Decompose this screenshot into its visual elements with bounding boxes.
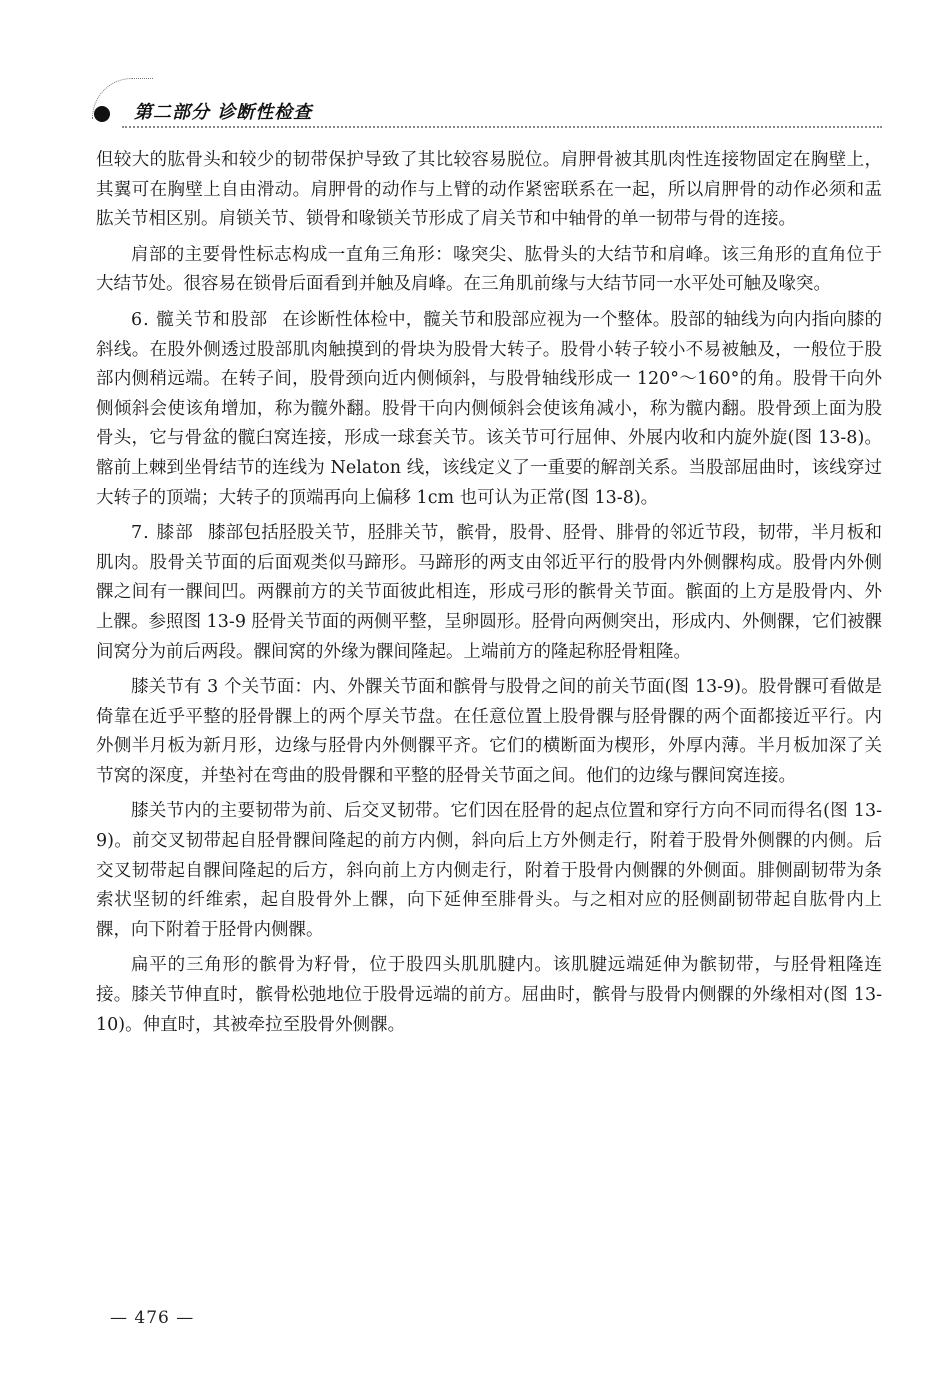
subsection-heading-knee: 7. 膝部 — [131, 523, 194, 544]
header-dotted-rule — [122, 126, 882, 128]
subsection-heading-hip: 6. 髋关节和股部 — [131, 309, 269, 330]
header-bullet-icon — [94, 106, 110, 122]
paragraph: 扁平的三角形的髌骨为籽骨，位于股四头肌肌腱内。该肌腱远端延伸为髌韧带，与胫骨粗隆连接。膝关节伸直时，髌骨松弛地位于股骨远端的前方。屈曲时，髌骨与股骨内侧髁的外缘相对(图 13-10)。伸直时，其被牵拉至股骨外侧髁。 — [96, 955, 882, 1035]
running-header — [92, 92, 882, 132]
section-title: 第二部分 诊断性检查 — [134, 102, 313, 123]
paragraph-text: 在诊断性体检中，髋关节和股部应视为一个整体。股部的轴线为向内指向膝的斜线。在股外侧透过股部肌肉触摸到的骨块为股骨大转子。股骨小转子较小不易被触及，一般位于股部内侧稍远端。在转子间，股骨颈向近内侧倾斜，与股骨轴线形成一 120°～160°的角。股骨干向外侧倾斜会使该角增加，称为髋外翻。股骨干向内侧倾斜会使该角减小，称为髋内翻。股骨颈上面为股骨头，它与骨盆的髋臼窝连接，形成一球套关节。该关节可行屈伸、外展内收和内旋外旋(图 13-8)。髂前上棘到坐骨结节的连线为 Nelaton 线，该线定义了一重要的解剖关系。当股部屈曲时，该线穿过大转子的顶端；大转子的顶端再向上偏移 1cm 也可认为正常(图 13-8)。 — [96, 309, 882, 508]
paragraph-text: 膝部包括胫股关节，胫腓关节，髌骨，股骨、胫骨、腓骨的邻近节段，韧带，半月板和肌肉。股骨关节面的后面观类似马蹄形。马蹄形的两支由邻近平行的股骨内外侧髁构成。股骨内外侧髁之间有一髁间凹。两髁前方的关节面彼此相连，形成弓形的髌骨关节面。髌面的上方是股骨内、外上髁。参照图 13-9 胫骨关节面的两侧平整，呈卵圆形。胫骨向两侧突出，形成内、外侧髁，它们被髁间窝分为前后两段。髁间窝的外缘为髁间隆起。上端前方的隆起称胫骨粗隆。 — [96, 523, 883, 662]
page-number: — 476 — — [110, 1308, 195, 1328]
paragraph: 膝关节内的主要韧带为前、后交叉韧带。它们因在胫骨的起点位置和穿行方向不同而得名(图 13-9)。前交叉韧带起自胫骨髁间隆起的前方内侧，斜向后上方外侧走行，附着于股骨外侧髁的内侧。后交叉韧带起自髁间隆起的后方，斜向前上方内侧走行，附着于股骨内侧髁的外侧面。腓侧副韧带为条索状坚韧的纤维索，起自股骨外上髁，向下延伸至腓骨头。与之相对应的胫侧副韧带起自肱骨内上髁，向下附着于胫骨内侧髁。 — [96, 801, 882, 940]
paragraph: 膝关节有 3 个关节面：内、外髁关节面和髌骨与股骨之间的前关节面(图 13-9)。股骨髁可看做是倚靠在近乎平整的胫骨髁上的两个厚关节盘。在任意位置上股骨髁与胫骨髁的两个面都接近平行。内外侧半月板为新月形，边缘与胫骨内外侧髁平齐。它们的横断面为楔形，外厚内薄。半月板加深了关节窝的深度，并垫衬在弯曲的股骨髁和平整的胫骨关节面之间。他们的边缘与髁间窝连接。 — [96, 677, 882, 786]
paragraph-continuation: 但较大的肱骨头和较少的韧带保护导致了其比较容易脱位。肩胛骨被其肌肉性连接物固定在胸壁上，其翼可在胸壁上自由滑动。肩胛骨的动作与上臂的动作紧密联系在一起，所以肩胛骨的动作必须和盂肱关节相区别。肩锁关节、锁骨和喙锁关节形成了肩关节和中轴骨的单一韧带与骨的连接。 — [96, 150, 882, 230]
paragraph: 肩部的主要骨性标志构成一直角三角形：喙突尖、肱骨头的大结节和肩峰。该三角形的直角位于大结节处。很容易在锁骨后面看到并触及肩峰。在三角肌前缘与大结节同一水平处可触及喙突。 — [96, 244, 882, 295]
paragraph-hip — [96, 306, 882, 513]
page-body — [96, 146, 882, 1046]
paragraph-knee — [96, 519, 882, 667]
